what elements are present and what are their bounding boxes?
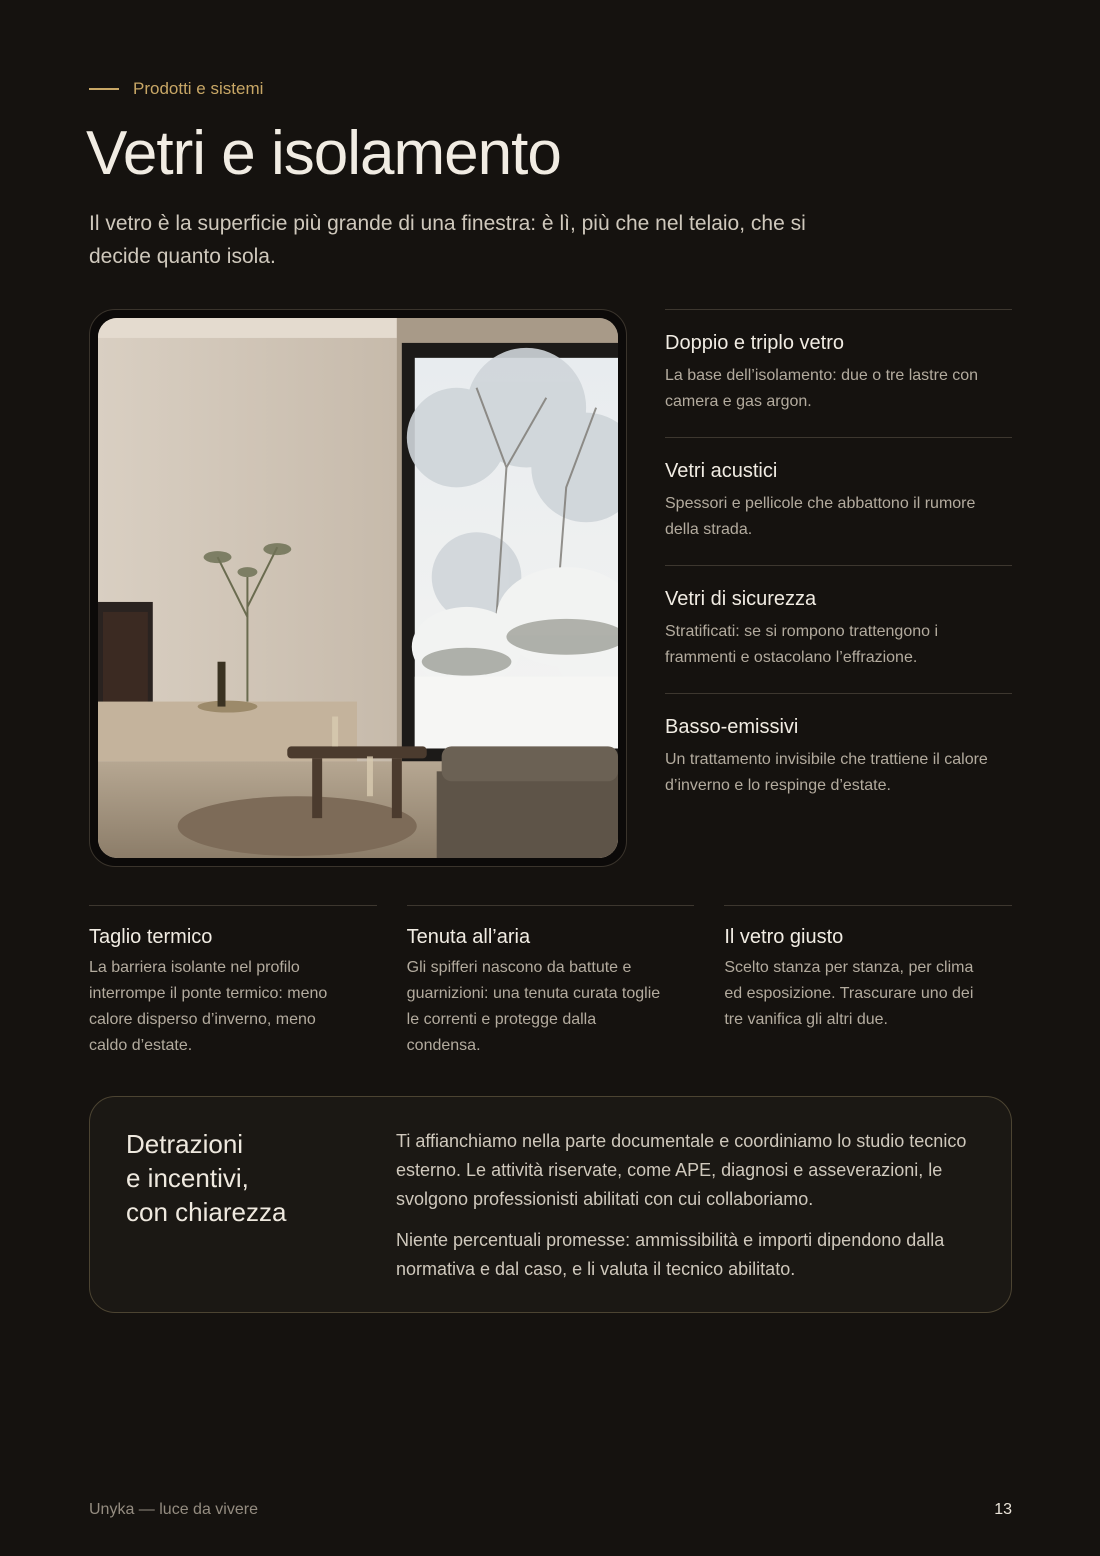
feature-item (665, 565, 1012, 693)
feature-title: Basso-emissivi (665, 716, 799, 738)
feature-text: La base dell’isolamento: due o tre lastre con camera e gas argon. (665, 367, 979, 410)
feature-item (665, 309, 1012, 437)
incentives-callout (89, 1096, 1012, 1313)
feature-title: Vetri di sicurezza (665, 588, 817, 610)
callout-paragraph: Ti affianchiamo nella parte documentale e coordiniamo lo studio tecnico esterno. Le attività riservate, come APE, diagnosi e asseverazioni, le svolgono professionisti abilitati con cui collaboriamo. (396, 1131, 967, 1209)
eyebrow-rule (89, 88, 119, 90)
intro-text: Il vetro è la superficie più grande di una finestra: è lì, più che nel telaio, che si decide quanto isola. (89, 212, 806, 268)
feature-item (665, 693, 1012, 821)
column-title: Taglio termico (89, 926, 213, 948)
column-text: Gli spifferi nascono da battute e guarnizioni: una tenuta curata toglie le correnti e protegge dalla condensa. (406, 959, 661, 1054)
feature-text: Spessori e pellicole che abbattono il rumore della strada. (665, 495, 976, 538)
interior-photo (98, 318, 618, 858)
column-text: Scelto stanza per stanza, per clima ed esposizione. Trascurare uno dei tre vanifica gli altri due. (724, 959, 974, 1028)
column-title: Il vetro giusto (724, 926, 844, 948)
feature-item (665, 437, 1012, 565)
interior-photo-frame (89, 309, 627, 867)
insulation-columns (89, 905, 1012, 1059)
feature-title: Doppio e triplo vetro (665, 332, 844, 354)
feature-text: Un trattamento invisibile che trattiene il calore d’inverno e lo respinge d’estate. (665, 751, 988, 794)
column-item (407, 905, 695, 1059)
feature-text: Stratificati: se si rompono trattengono i frammenti e ostacolano l’effrazione. (665, 623, 939, 666)
callout-title: Detrazioni e incentivi, con chiarezza (126, 1129, 287, 1227)
page-number: 13 (994, 1501, 1012, 1518)
feature-title: Vetri acustici (665, 460, 778, 482)
eyebrow (89, 79, 263, 99)
footer-brand: Unyka — luce da vivere (89, 1501, 258, 1518)
callout-paragraph: Niente percentuali promesse: ammissibilità e importi dipendono dalla normativa e dal caso, e li valuta il tecnico abilitato. (396, 1230, 945, 1279)
column-text: La barriera isolante nel profilo interrompe il ponte termico: meno calore disperso d’inverno, meno caldo d’estate. (89, 959, 328, 1054)
eyebrow-label: Prodotti e sistemi (133, 79, 264, 98)
column-title: Tenuta all’aria (406, 926, 531, 948)
column-item (89, 905, 377, 1059)
column-item (724, 905, 1012, 1059)
glass-feature-list (665, 309, 1012, 821)
callout-body (396, 1127, 975, 1282)
page-title: Vetri e isolamento (86, 119, 561, 188)
